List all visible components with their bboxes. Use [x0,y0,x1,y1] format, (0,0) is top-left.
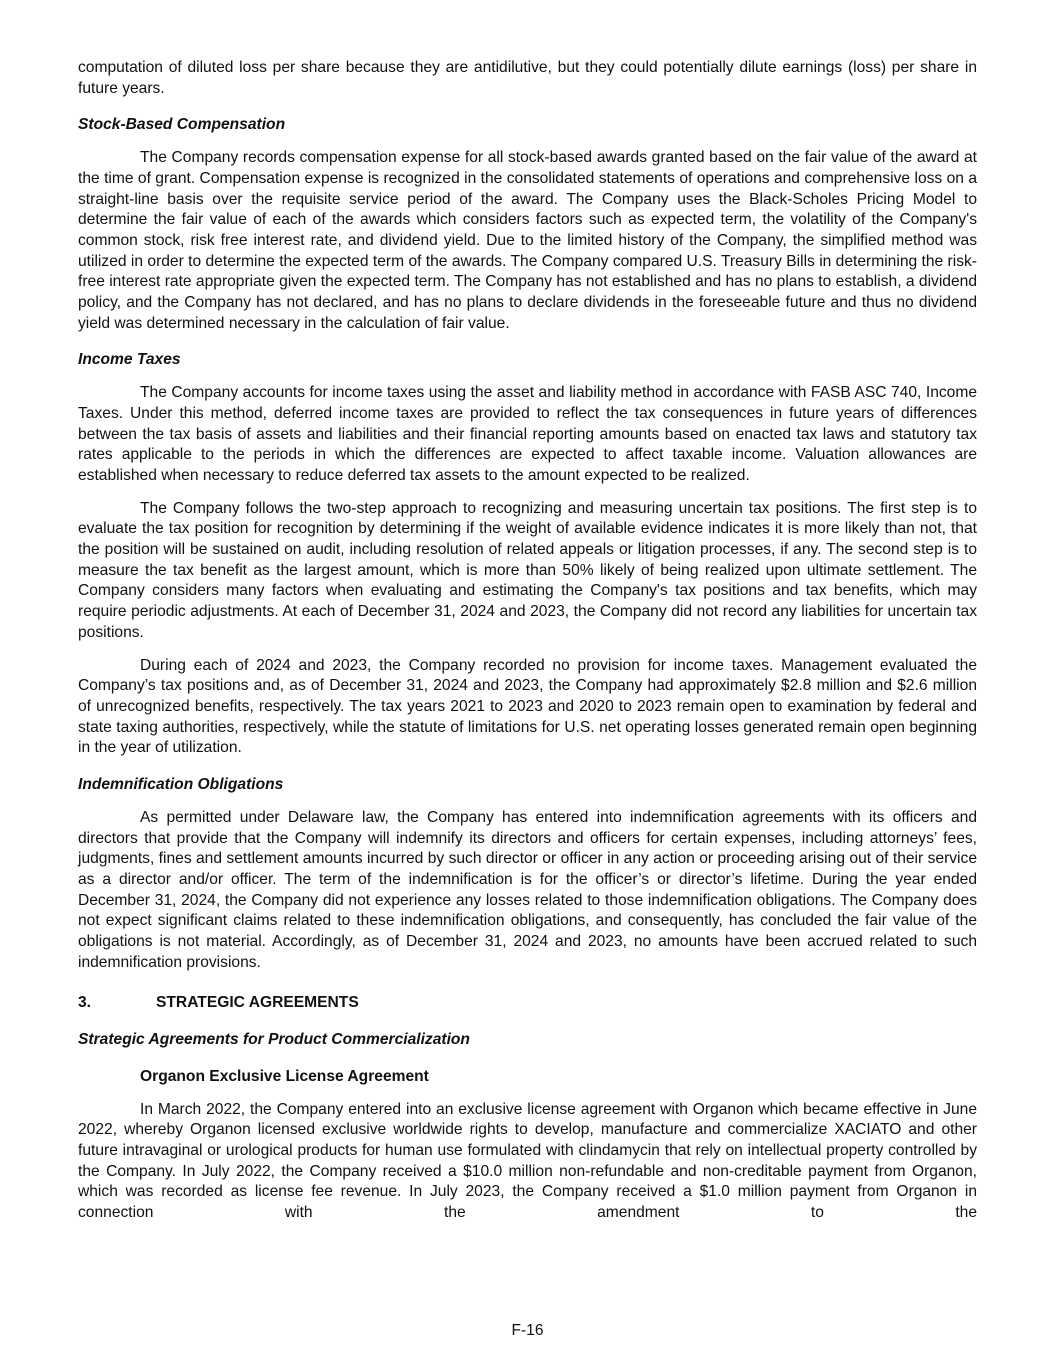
paragraph-income-tax-provision: During each of 2024 and 2023, the Company recorded no provision for income taxes. Management evaluated the Company’s tax positions and, as of December 31, 2024 and 2023, the Company had approximately $2.8 million and $2.6 million of unrecognized benefits, respectively. The tax years 2021 to 2023 and 2020 to 2023 remain open to examination by federal and state taxing authorities, respectively, while the statute of limitations for U.S. net operating losses generated remain open beginning in the year of utilization. [78,656,977,757]
heading-indemnification-obligations: Indemnification Obligations [78,776,284,794]
paragraph-uncertain-tax-positions: The Company follows the two-step approach to recognizing and measuring uncertain tax positions. The first step is to evaluate the tax position for recognition by determining if the weight of available evidence indicates it is more likely than not, that the position will be sustained on audit, including resolution of related appeals or litigation processes, if any. The second step is to measure the tax benefit as the largest amount, which is more than 50% likely of being realized upon ultimate settlement. The Company considers many factors when evaluating and estimating the Company's tax positions and tax benefits, which may require periodic adjustments. At each of December 31, 2024 and 2023, the Company did not record any liabilities for uncertain tax positions. [78,499,977,641]
paragraph-income-taxes-method: The Company accounts for income taxes using the asset and liability method in accordance with FASB ASC 740, Income Taxes. Under this method, deferred income taxes are provided to reflect the tax consequences in future years of differences between the tax basis of assets and liabilities and their financial reporting amounts based on enacted tax laws and statutory tax rates applicable to the periods in which the differences are expected to affect taxable income. Valuation allowances are established when necessary to reduce deferred tax assets to the amount expected to be realized. [78,384,977,484]
section-title: STRATEGIC AGREEMENTS [156,994,359,1012]
paragraph-stock-based-compensation: The Company records compensation expense for all stock-based awards granted based on the fair value of the award at the time of grant. Compensation expense is recognized in the consolidated statements of operations and comprehensive loss on a straight-line basis over the requisite service period of the award. The Company uses the Black-Scholes Pricing Model to determine the fair value of each of the awards which considers factors such as expected term, the volatility of the Company's common stock, risk free interest rate, and dividend yield. Due to the limited history of the Company, the simplified method was utilized in order to determine the expected term of the awards. The Company compared U.S. Treasury Bills in determining the risk-free interest rate appropriate given the expected term. The Company has not established and has no plans to establish, a dividend policy, and the Company has not declared, and has no plans to declare dividends in the foreseeable future and thus no dividend yield was determined necessary in the calculation of fair value. [78,149,977,332]
heading-product-commercialization: Strategic Agreements for Product Commercialization [78,1031,470,1049]
heading-organon-license: Organon Exclusive License Agreement [140,1067,429,1085]
heading-stock-based-compensation: Stock-Based Compensation [78,116,286,134]
paragraph-organon-license: In March 2022, the Company entered into an exclusive license agreement with Organon which became effective in June 2022, whereby Organon licensed exclusive worldwide rights to develop, manufacture and commercialize XACIATO and other future intravaginal or urological products for human use formulated with clindamycin that rely on intellectual property controlled by the Company. In July 2022, the Company received a $10.0 million non-refundable and non-creditable payment from Organon, which was recorded as license fee revenue. In July 2023, the Company received a $1.0 million payment from Organon in connection with the amendment to the [78,1100,977,1222]
document-page [78,58,977,1236]
section-number: 3. [78,994,92,1012]
page-number: F-16 [511,1322,544,1339]
paragraph-indemnification: As permitted under Delaware law, the Company has entered into indemnification agreements with its officers and directors that provide that the Company will indemnify its directors and officers for certain expenses, including attorneys’ fees, judgments, fines and settlement amounts incurred by such director or officer in any action or proceeding arising out of their service as a director and/or officer. The term of the indemnification is for the officer’s or director’s lifetime. During the year ended December 31, 2024, the Company did not experience any losses related to those indemnification obligations. The Company does not expect significant claims related to these indemnification obligations, and consequently, has concluded the fair value of the obligations is not material. Accordingly, as of December 31, 2024 and 2023, no amounts have been accrued related to such indemnification provisions. [78,808,977,971]
carryover-paragraph: computation of diluted loss per share because they are antidilutive, but they could potentially dilute earnings (loss) per share in future years. [78,59,977,97]
heading-income-taxes: Income Taxes [78,351,181,369]
section-heading-strategic-agreements [78,985,977,1014]
